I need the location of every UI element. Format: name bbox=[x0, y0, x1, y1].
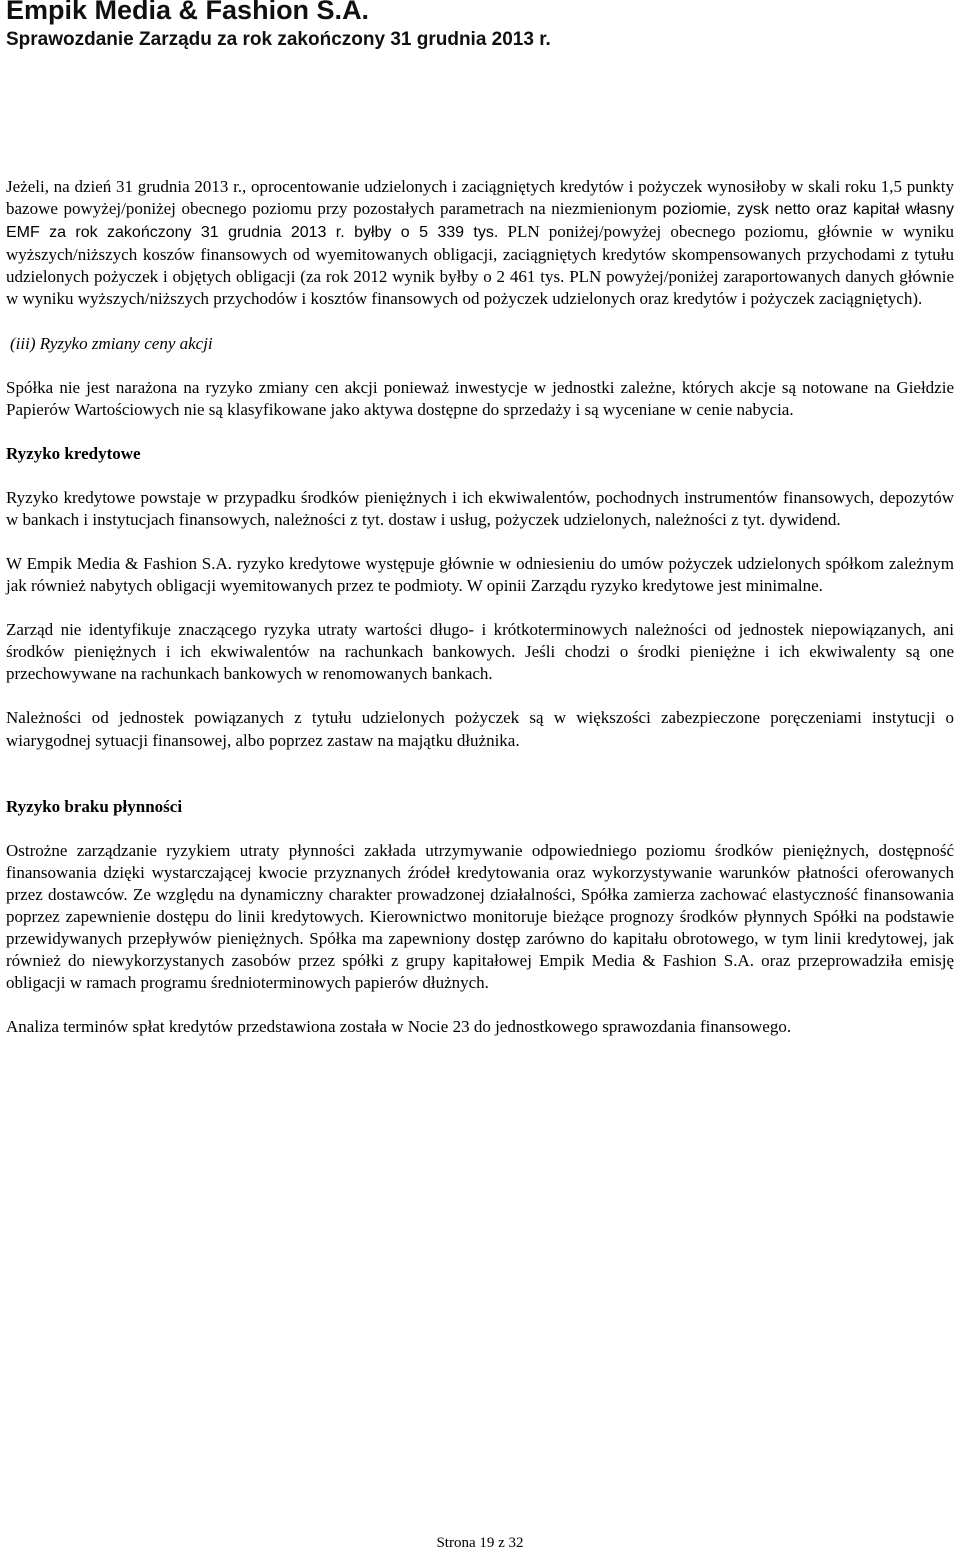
page-number: Strona 19 z 32 bbox=[436, 1535, 524, 1551]
credit-risk-paragraph-4: Należności od jednostek powiązanych z tytułu udzielonych pożyczek są w większości zabezpieczone poręczeniami instytucji o wiarygodnej sytuacji finansowej, albo poprzez zastaw na majątku dłużnika. bbox=[6, 708, 954, 750]
interest-rate-sentence-part-1: Jeżeli, na dzień 31 grudnia 2013 r., oprocentowanie udzielonych i zaciągniętych kredytów i pożyczek wynosiłoby w skali roku 1,5 punkty bazowe powyżej/poniżej obecnego poziomu przy pozostałych parametrach na niezmienionym bbox=[6, 177, 954, 219]
liquidity-risk-paragraph-1: Ostrożne zarządzanie ryzykiem utraty płynności zakłada utrzymywanie odpowiedniego poziomu środków pieniężnych, dostępność finansowania dzięki wystarczającej kwocie przyznanych źródeł kredytowania oraz wykorzystywanie warunków płatności oferowanych przez dostawców. Ze względu na dynamiczny charakter prowadzonej działalności, Spółka zamierza zachować elastyczność finansowania poprzez zapewnienie dostępu do linii kredytowych. Kierownictwo monitoruje bieżące prognozy środków płynnych Spółki na podstawie przewidywanych przepływów pieniężnych. Spółka ma zapewniony dostęp zarówno do kapitału obrotowego, w tym linii kredytowej, jak również do niewykorzystanych zasobów przez spółki z grupy kapitałowej Empik Media & Fashion S.A. oraz przeprowadziła emisję obligacji w ramach programu średnioterminowych papierów dłużnych. bbox=[6, 840, 954, 993]
company-title: Empik Media & Fashion S.A. bbox=[6, 0, 370, 25]
interest-rate-sentence-part-2: poziomie, zysk netto oraz kapitał własny EMF za rok zakończony 31 grudnia 2013 r. byłby o 5 339 tys. bbox=[6, 201, 955, 242]
interest-rate-sensitivity-paragraph bbox=[6, 176, 954, 311]
section-spacer bbox=[6, 774, 954, 796]
credit-risk-paragraph-2: W Empik Media & Fashion S.A. ryzyko kredytowe występuje głównie w odniesieniu do umów pożyczek udzielonych spółkom zależnym jak również nabytych obligacji wyemitowanych przez te podmioty. W opinii Zarządu ryzyko kredytowe jest minimalne. bbox=[6, 553, 954, 596]
price-risk-heading: (iii) Ryzyko zmiany ceny akcji bbox=[10, 333, 213, 353]
document-body bbox=[6, 176, 954, 1060]
price-risk-paragraph: Spółka nie jest narażona na ryzyko zmiany cen akcji ponieważ inwestycje w jednostki zależne, których akcje są notowane na Giełdzie Papierów Wartościowych nie są klasyfikowane jako aktywa dostępne do sprzedaży i są wyceniane w cenie nabycia. bbox=[6, 377, 954, 419]
liquidity-risk-paragraph-2: Analiza terminów spłat kredytów przedstawiona została w Nocie 23 do jednostkowego sprawozdania finansowego. bbox=[6, 1017, 792, 1037]
credit-risk-paragraph-3: Zarząd nie identyfikuje znaczącego ryzyka utraty wartości długo- i krótkoterminowych należności od jednostek niepowiązanych, ani środków pieniężnych i ich ekwiwalentów na rachunkach bankowych. Jeśli chodzi o środki pieniężne i ich ekwiwalenty są one przechowywane na rachunkach bankowych w renomowanych bankach. bbox=[6, 620, 954, 684]
interest-rate-sentence-part-3: PLN poniżej/powyżej obecnego poziomu, głównie w wyniku wyższych/niższych koszów finansowych od wyemitowanych obligacji, zaciągniętych kredytów skompensowanych przychodami z tytułu udzielonych pożyczek i objętych obligacji (za rok 2012 wynik byłby o 2 461 tys. PLN powyżej/poniżej zaraportowanych danych głównie w wyniku wyższych/niższych przychodów i kosztów finansowych od pożyczek udzielonych oraz kredytów i pożyczek zaciągniętych). bbox=[6, 222, 955, 309]
credit-risk-heading: Ryzyko kredytowe bbox=[6, 443, 141, 463]
report-subtitle: Sprawozdanie Zarządu za rok zakończony 31 grudnia 2013 r. bbox=[6, 29, 551, 50]
credit-risk-paragraph-1: Ryzyko kredytowe powstaje w przypadku środków pieniężnych i ich ekwiwalentów, pochodnych instrumentów finansowych, depozytów w bankach i instytucjach finansowych, należności z tyt. dostaw i usług, pożyczek udzielonych, należności z tyt. dywidend. bbox=[6, 487, 954, 529]
liquidity-risk-heading: Ryzyko braku płynności bbox=[6, 796, 183, 816]
